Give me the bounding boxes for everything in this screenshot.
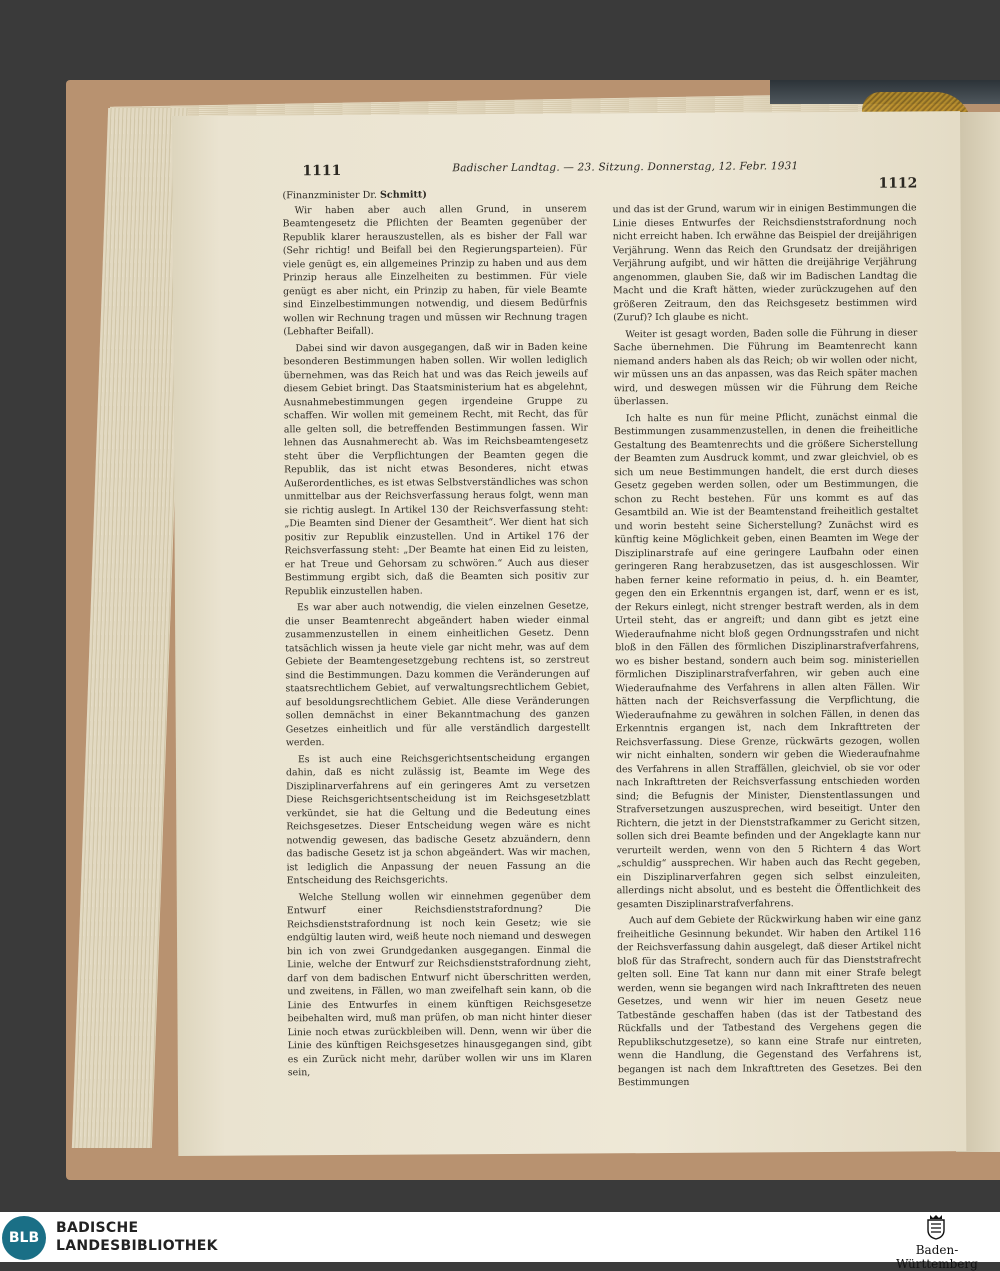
library-name-line1: BADISCHE: [56, 1220, 139, 1236]
text-column-left: [282, 187, 591, 1082]
paragraph: Weiter ist gesagt worden, Baden solle die Führung in dieser Sache übernehmen. Die Führung im Beamtenrecht kann niemand anders haben als das Reich; ob wir wollen oder nicht, wir müssen uns an das anpassen, was das Reich später machen wird, und deswegen müssen wir die Führung dem Reiche überlassen.: [613, 326, 918, 408]
library-name[interactable]: [56, 1219, 218, 1255]
book-page: [172, 111, 966, 1156]
speaker-line: [282, 187, 586, 202]
paragraph: Welche Stellung wollen wir einnehmen gegenüber dem Entwurf einer Reichsdienststrafordnung? Die Reichsdienststrafordnung ist noch kein Gesetz; wie sie endgültig lauten wird, weiß heute noch niemand und deswegen bin ich von zwei Grundgedanken ausgegangen. Einmal die Linie, welche der Entwurf zur Reichsdienststrafordnung zieht, darf von dem badischen Entwurf nicht überschritten werden, und zweitens, in Fällen, wo man zweifelhaft sein kann, ob die Linie des Entwurfes in einem künftigen Reichsgesetze beibehalten wird, muß man prüfen, ob man nicht hinter dieser Linie noch etwas zurückbleiben will. Denn, wenn wir über die Linie des künftigen Reichsgesetzes hinausgegangen sind, gibt es ein Zurück nicht mehr, darüber wollen wir uns im Klaren sein,: [286, 889, 592, 1079]
running-header: Badischer Landtag. — 23. Sitzung. Donnerstag, 12. Febr. 1931: [452, 160, 799, 175]
blb-logo[interactable]: BLB: [2, 1216, 46, 1260]
page-number-left: 1111: [302, 162, 342, 180]
library-name-line2: LANDESBIBLIOTHEK: [56, 1238, 218, 1254]
paragraph: Ich halte es nun für meine Pflicht, zunächst einmal die Bestimmungen zusammenzustellen, in denen die freiheitliche Gestaltung des Beamtenrechts und die größere Sicherstellung der Beamten zum Ausdruck kommt, und zwar gleichviel, ob es sich um neue Bestimmungen handelt, die erst durch dieses Gesetz gegeben werden sollen, oder um Bestimmungen, die schon zu Recht bestehen. Für uns kommt es auf das Gesamtbild an. Wie ist der Beamtenstand freiheitlich gestaltet und worin besteht seine Sicherstellung? Zunächst wird es künftig keine Möglichkeit geben, einen Beamten im Wege der Disziplinarstrafe auf eine geringere Laufbahn oder einen geringeren Rang herabzusetzen, das ist ausgeschlossen. Wir haben ferner keine reformatio in peius, d. h. ein Beamter, gegen den ein Erkenntnis ergangen ist, darf, wenn er es ist, der Rekurs einlegt, nicht strenger bestraft werden, als in dem Urteil steht, das er angreift; und dann gibt es jetzt eine Wiederaufnahme nicht bloß gegen Ordnungsstrafen und nicht bloß in den Fällen des förmlichen Disziplinarstrafverfahrens, wo es bisher bestand, sondern auch beim sog. ministeriellen förmlichen Disziplinarstrafverfahren, wir geben auch eine Wiederaufnahme des Verfahrens in allen alten Fällen. Wir hätten nach der Reichsverfassung die Verpflichtung, die Wiederaufnahme zu gewähren in solchen Fällen, in denen das Erkenntnis ergangen ist, nach dem Inkrafttreten der Reichsverfassung. Diese Grenze, rückwärts gezogen, wollen wir nicht einhalten, sondern wir geben die Wiederaufnahme des Verfahrens in allen Straffällen, gleichviel, ob sie vor oder nach Inkrafttreten der Reichsverfassung entschieden worden sind; die Befugnis der Minister, Dienstentlassungen und Strafversetzungen auszusprechen, wird beseitigt. Unter den Richtern, die jetzt in der Dienststrafkammer zu Gericht sitzen, sollen sich drei Beamte befinden und der Angeklagte kann nur verurteilt werden, wenn von den 5 Richtern 4 das Wort „schuldig“ aussprechen. Wir haben auch das Recht gegeben, ein Disziplinarverfahren gegen sich selbst einzuleiten, allerdings nicht absolut, und es besteht die Öffentlichkeit des gesamten Disziplinarstrafverfahrens.: [613, 410, 921, 910]
paragraph: Wir haben aber auch allen Grund, in unserem Beamtengesetz die Pflichten der Beamten gegenüber der Republik klarer herauszustellen, als es bisher der Fall war (Sehr richtig! und Beifall bei den Regierungsparteien). Für viele genügt es, ein allgemeines Prinzip zu haben und aus dem Prinzip heraus alle Einzelheiten zu bestimmen. Für viele genügt es aber nicht, ein Prinzip zu haben, für viele Beamte sind Einzelbestimmungen notwendig, und diesem Bedürfnis wollen wir Rechnung tragen und müssen wir Rechnung tragen (Lebhafter Beifall).: [282, 202, 588, 338]
text-column-right: [613, 201, 922, 1092]
speaker-name: Schmitt): [379, 189, 427, 201]
coat-of-arms-icon: [926, 1214, 946, 1240]
paragraph: Auch auf dem Gebiete der Rückwirkung haben wir eine ganz freiheitliche Gesinnung bekundet. Wir haben den Artikel 116 der Reichsverfassung dahin ausgelegt, daß dieser Artikel nicht bloß für das Strafrecht, sondern auch für das Dienststrafrecht gelten soll. Eine Tat kann nur dann mit einer Strafe belegt werden, wenn sie begangen wird nach Inkrafttreten des neuen Gesetzes, und wenn wir hier im neuen Gesetz neue Tatbestände geschaffen haben (das ist der Tatbestand des Rückfalls und der Tatbestand des Vergehens gegen die Republikschutzgesetze), so kann eine Strafe nur eintreten, wenn die Handlung, die Gegenstand des Verfahrens ist, begangen ist nach dem Inkrafttreten des Gesetzes. Bei den Bestimmungen: [616, 913, 922, 1089]
paragraph: Es ist auch eine Reichsgerichtsentscheidung ergangen dahin, daß es nicht zulässig ist, Beamte im Wege des Disziplinarverfahrens auf ein geringeres Amt zu versetzen Diese Reichsgerichtsentscheidung ist im Reichsgesetzblatt verkündet, sie hat die Geltung und die Bedeutung eines Reichsgesetzes. Dieser Entscheidung wegen wäre es nicht notwendig gewesen, das badische Gesetz abzuändern, denn das badische Gesetz ist ja schon abgeändert. Was wir machen, ist lediglich die Anpassung der neuen Fassung an die Entscheidung des Reichsgerichts.: [285, 751, 591, 887]
speaker-role: (Finanzminister Dr.: [282, 189, 377, 202]
paragraph: und das ist der Grund, warum wir in einigen Bestimmungen die Linie dieses Entwurfes der Reichsdienststrafordnung noch nicht erreicht haben. Ich erwähne das Beispiel der dreijährigen Verjährung. Wenn das Reich den Grundsatz der dreijährigen Verjährung aufgibt, und wir hätten die dreijährige Verjährung angenommen, glauben Sie, daß wir im Badischen Landtag die Macht und die Kraft hätten, wieder zurückzugehen auf den größeren Zeitraum, den das Reichsgesetz bestimmen wird (Zuruf)? Ich glaube es nicht.: [612, 202, 918, 324]
paragraph: Dabei sind wir davon ausgegangen, daß wir in Baden keine besonderen Bestimmungen haben sollen. Wir wollen lediglich übernehmen, was das Reich hat und was das Reich jeweils auf diesem Gebiet bringt. Das Staatsministerium hat es abgelehnt, Ausnahmebestimmungen gegen irgendeine Gruppe zu schaffen. Wir wollen mit gemeinem Recht, mit Recht, das für alle gelten soll, die betreffenden Bestimmungen fassen. Wir lehnen das Ausnahmerecht ab. Was im Reichsbeamtengesetz steht über die Verpflichtungen der Beamten gegen die Republik, das ist nicht etwas Besonderes, nicht etwas Außerordentliches, es ist etwas Selbstverständliches was schon unmittelbar aus der Reichsverfassung heraus folgt, wenn man sie richtig auslegt. In Artikel 130 der Reichsverfassung steht: „Die Beamten sind Diener der Gesamtheit“. Wer dient hat sich positiv zur Republik einzustellen. Und in Artikel 176 der Reichsverfassung steht: „Der Beamte hat einen Eid zu leisten, er hat Treue und Gehorsam zu schwören.“ Auch aus dieser Bestimmung ergibt sich, daß die Beamten sich positiv zur Republik einzustellen haben.: [283, 340, 589, 597]
partner-name[interactable]: Baden-Württemberg: [896, 1243, 978, 1271]
page-number-right: 1112: [878, 175, 918, 192]
footer-bar: [0, 1212, 1000, 1271]
paragraph: Es war aber auch notwendig, die vielen einzelnen Gesetze, die unser Beamtenrecht abgeändert haben wieder einmal zusammenzustellen in einem einheitlichen Gesetz. Denn tatsächlich wissen ja heute viele gar nicht mehr, was auf dem Gebiete der Beamtengesetzgebung rechtens ist, so zerstreut sind die Bestimmungen. Dazu kommen die Veränderungen auf staatsrechtlichem Gebiet, auf verwaltungsrechtlichem Gebiet, auf besoldungsrechtlichem Gebiet. Alle diese Veränderungen sollen demnächst in einer Bekanntmachung des ganzen Gesetzes einheitlich und für alle verständlich dargestellt werden.: [285, 600, 590, 749]
